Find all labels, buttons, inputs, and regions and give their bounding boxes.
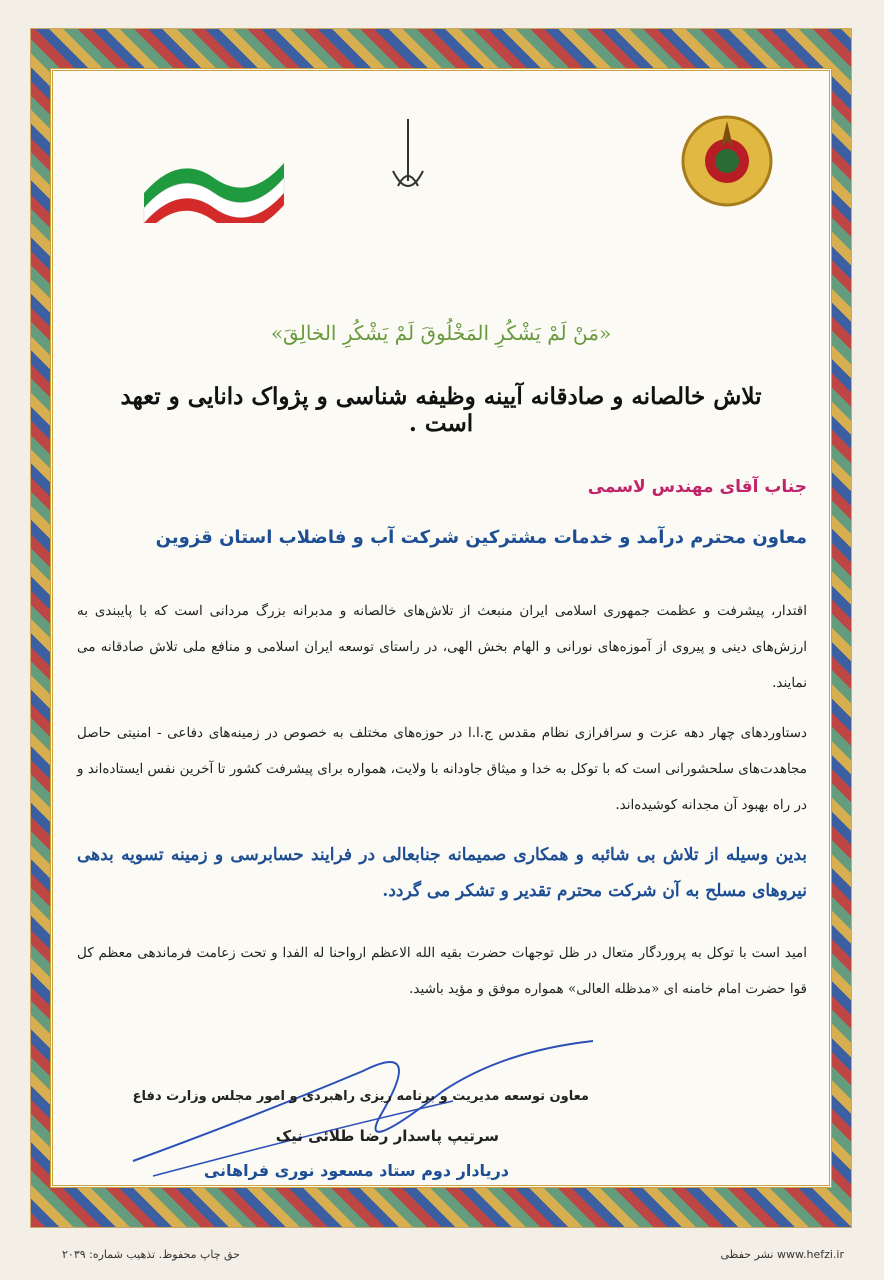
footer-publisher: www.hefzi.ir نشر حفظی [720,1248,844,1261]
certificate-paper [50,68,832,1188]
calligraphy-emblem-icon [373,111,443,211]
footer-copyright: حق چاپ محفوظ. تذهیب شماره: ۲۰۳۹ [62,1248,240,1261]
paragraph-1: اقتدار، پیشرفت و عظمت جمهوری اسلامی ایران منبعث از تلاش‌های خالصانه و مدبرانه بزرگ مردانی است که با پایبندی به ارزش‌های دینی و پیروی از آموزه‌های نورانی و الهام بخش الهی، در راستای توسعه ایران اسلامی و منافع ملی تلاش صادقانه می نمایند. [77,603,807,691]
defense-ministry-emblem-icon [677,111,777,211]
salutation: جناب آقای مهندس لاسمی [587,477,807,497]
second-signer: دریادار دوم ستاد مسعود نوری فراهانی [203,1161,509,1180]
iran-flag-icon [139,133,289,223]
paragraph-4: امید است با توکل به پروردگار متعال در ظل توجهات حضرت بقیه الله الاعظم ارواحنا له الفدا و تحت زعامت فرماندهی معظم کل قوا حضرت امام خامنه ای «مدظله العالی» همواره موفق و مؤید باشید. [77,945,807,997]
signer-position: معاون توسعه مدیریت و برنامه ریزی راهبردی و امور مجلس وزارت دفاع [132,1089,589,1104]
headline: تلاش خالصانه و صادقانه آیینه وظیفه شناسی و پژواک دانایی و تعهد است . [120,383,762,437]
paragraph-3: بدین وسیله از تلاش بی شائبه و همکاری صمیمانه جنابعالی در فرایند حسابرسی و زمینه تسویه بدهی نیروهای مسلح به آن شرکت محترم تقدیر و تشکر می گردد. [77,845,807,901]
signer-name: سرتیپ پاسدار رضا طلائی نیک [275,1127,499,1145]
recipient-title: معاون محترم درآمد و خدمات مشترکین شرکت آب و فاضلاب استان قزوین [155,527,807,548]
motto: «مَنْ لَمْ يَشْكُرِ المَخْلُوقَ لَمْ يَشْكُرِ الخالِقَ» [270,321,612,345]
paragraph-2: دستاوردهای چهار دهه عزت و سرافرازی نظام مقدس ج.ا.ا در حوزه‌های مختلف به خصوص در زمینه‌های دفاعی - امنیتی حاصل مجاهدت‌های سلحشورانی است که با توکل به خدا و میثاق جاودانه با ولایت، همواره برای پیشرفت کشور تا آخرین نفس ایستاده‌اند و در راه بهبود آن مجدانه کوشیده‌اند. [77,725,807,813]
